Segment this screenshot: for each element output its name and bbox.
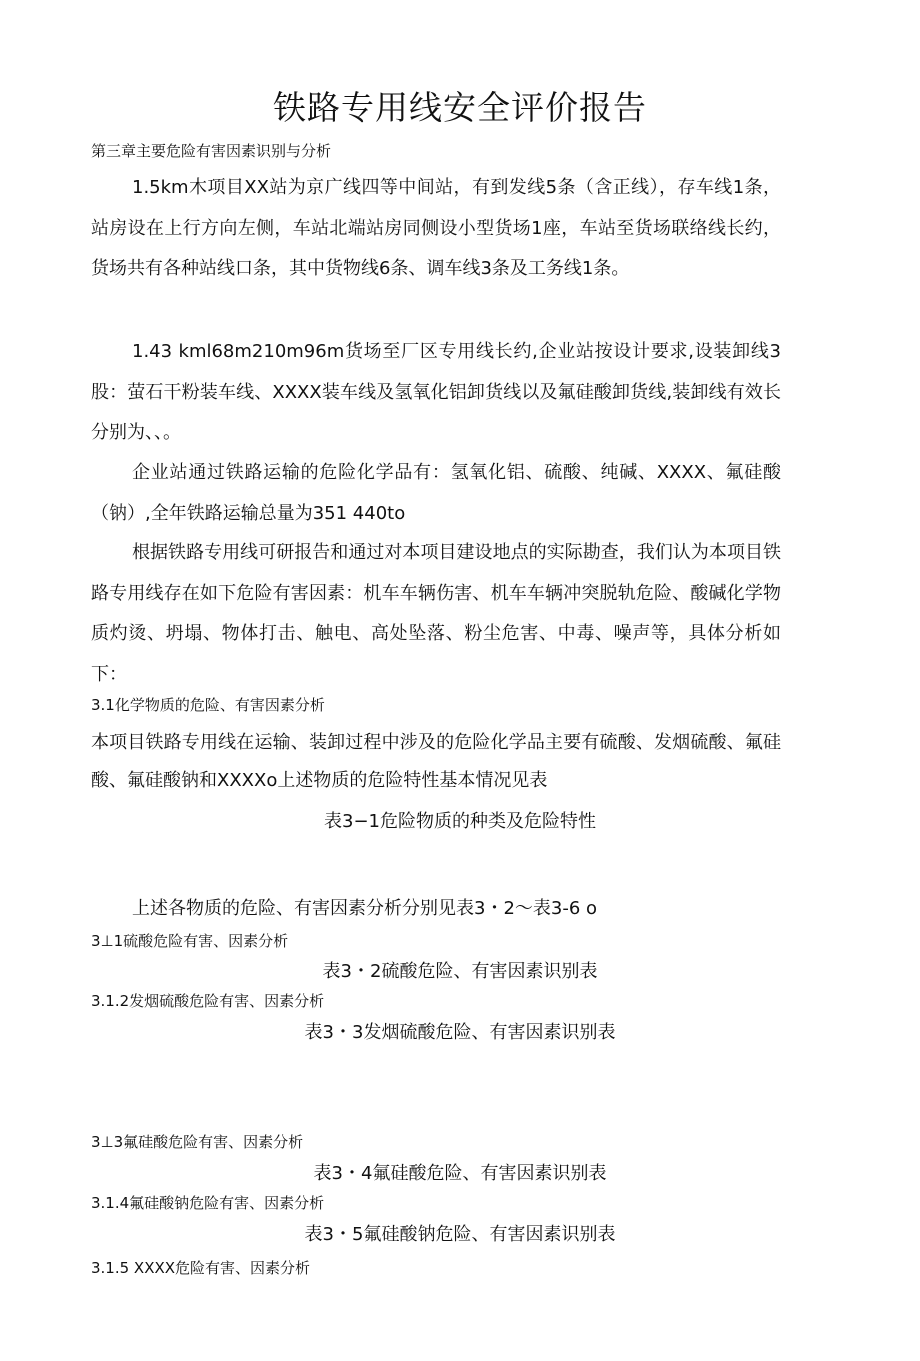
table-3-2-caption: 表3・2硫酸危险、有害因素识别表: [322, 961, 598, 982]
summary-line: 上述各物质的危险、有害因素分析分别见表3・2〜表3-6 o: [132, 898, 598, 919]
table-3-1-caption: 表3−1危险物质的种类及危险特性: [324, 811, 596, 832]
document-title: 铁路专用线安全评价报告: [273, 88, 647, 127]
subsection-3-1-4-heading: 3.1.4氟硅酸钠危险有害、因素分析: [91, 1194, 325, 1212]
paragraph-station-overview: 1.5km木项目XX站为京广线四等中间站，有到发线5条（含正线），存车线1条，站房设在上行方向左侧，车站北端站房同侧设小型货场1座，车站至货场联络线长约，货场共有各种站线口条，其中货物线6条、调车线3条及工务线1条。: [91, 177, 781, 279]
section-3-1-body: 本项目铁路专用线在运输、装卸过程中涉及的危险化学品主要有硫酸、发烟硫酸、氟硅酸、氟硅酸钠和XXXXo上述物质的危险特性基本情况见表: [91, 732, 781, 791]
section-3-1-heading: 3.1化学物质的危险、有害因素分析: [91, 696, 325, 714]
table-3-3-caption: 表3・3发烟硫酸危险、有害因素识别表: [304, 1022, 616, 1043]
subsection-3-1-1-heading: 3⊥1硫酸危险有害、因素分析: [91, 932, 289, 950]
subsection-3-1-2-heading: 3.1.2发烟硫酸危险有害、因素分析: [91, 992, 325, 1010]
chapter-heading: 第三章主要危险有害因素识别与分析: [91, 142, 332, 160]
paragraph-loading-lines: 1.43 kml68m210m96m货场至厂区专用线长约,企业站按设计要求,设装卸线3股：萤石干粉装车线、XXXX装车线及氢氧化铝卸货线以及氟硅酸卸货线,装卸线有效长分别为、、。: [91, 341, 781, 443]
subsection-3-1-5-heading: 3.1.5 XXXX危险有害、因素分析: [91, 1259, 311, 1277]
paragraph-hazard-factors: 根据铁路专用线可研报告和通过对本项目建设地点的实际勘查，我们认为本项目铁路专用线存在如下危险有害因素：机车车辆伤害、机车车辆冲突脱轨危险、酸碱化学物质灼烫、坍塌、物体打击、触电、高处坠落、粉尘危害、中毒、噪声等，具体分析如下：: [91, 542, 781, 685]
table-3-4-caption: 表3・4氟硅酸危险、有害因素识别表: [313, 1163, 607, 1184]
table-3-5-caption: 表3・5氟硅酸钠危险、有害因素识别表: [304, 1224, 616, 1245]
subsection-3-1-3-heading: 3⊥3氟硅酸危险有害、因素分析: [91, 1133, 304, 1151]
paragraph-hazardous-chemicals: 企业站通过铁路运输的危险化学品有：氢氧化铝、硫酸、纯碱、XXXX、氟硅酸（钠）,全年铁路运输总量为351 440to: [91, 462, 781, 524]
